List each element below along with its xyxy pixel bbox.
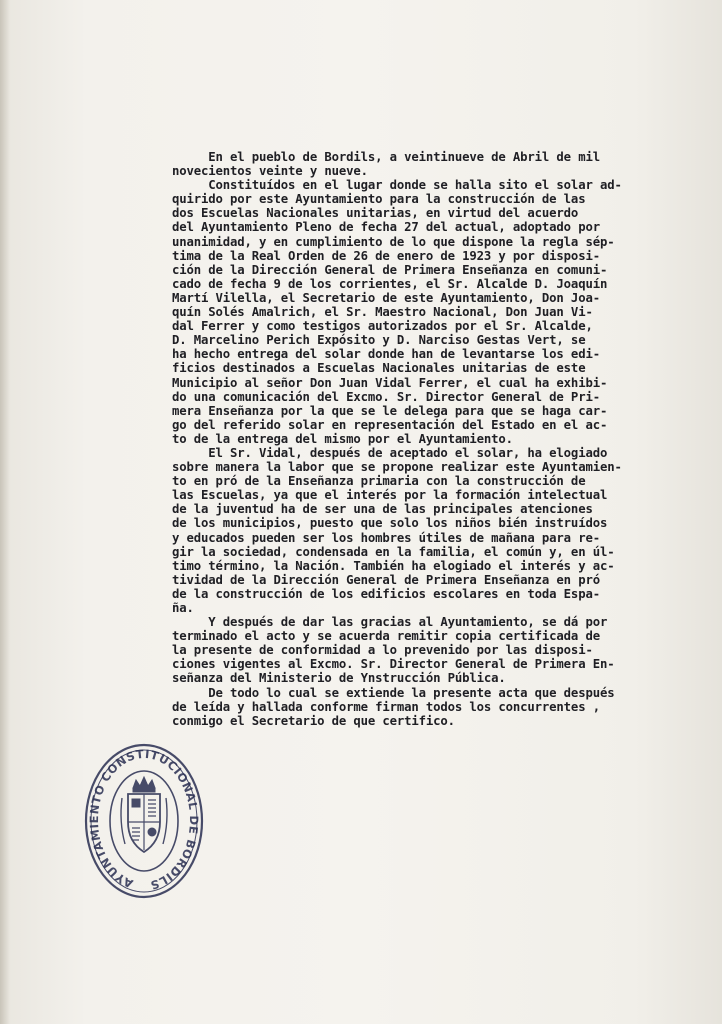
document-line: Martí Vilella, el Secretario de este Ayuntamiento, Don Joa- <box>172 290 600 305</box>
document-line: timo término, la Nación. También ha elogiado el interés y ac- <box>172 558 615 573</box>
document-line: de la construcción de los edificios escolares en toda Espa- <box>172 586 600 601</box>
document-line: ficios destinados a Escuelas Nacionales unitarias de este <box>172 361 586 376</box>
document-line: Constituídos en el lugar donde se halla sito el solar ad- <box>172 178 622 193</box>
document-line: la presente de conformidad a lo prevenido por las disposi- <box>172 643 593 658</box>
document-line: ción de la Dirección General de Primera Enseñanza en comuni- <box>172 262 608 277</box>
document-line: to de la entrega del mismo por el Ayuntamiento. <box>172 431 513 446</box>
document-line: ña. <box>172 601 194 615</box>
document-line: dal Ferrer y como testigos autorizados por el Sr. Alcalde, <box>172 319 593 334</box>
document-line: to en pró de la Enseñanza primaria con la construcción de <box>172 474 586 489</box>
document-line: terminado el acto y se acuerda remitir copia certificada de <box>172 629 600 644</box>
document-line: ciones vigentes al Excmo. Sr. Director General de Primera En- <box>172 657 615 672</box>
document-line: del Ayuntamiento Pleno de fecha 27 del actual, adoptado por <box>172 220 600 235</box>
document-line: y educados pueden ser los hombres útiles de mañana para re- <box>172 530 600 545</box>
document-body <box>172 150 702 728</box>
document-line: quín Solés Amalrich, el Sr. Maestro Nacional, Don Juan Vi- <box>172 305 593 320</box>
document-line: go del referido solar en representación del Estado en el ac- <box>172 417 608 432</box>
document-line: cado de fecha 9 de los corrientes, el Sr. Alcalde D. Joaquín <box>172 276 608 291</box>
document-line: novecientos veinte y nueve. <box>172 164 368 179</box>
document-line: D. Marcelino Perich Expósito y D. Narciso Gestas Vert, se <box>172 333 586 348</box>
document-line: de leída y hallada conforme firman todos los concurrentes , <box>172 699 600 714</box>
municipal-seal-stamp <box>83 742 205 900</box>
document-line: El Sr. Vidal, después de aceptado el solar, ha elogiado <box>172 445 608 460</box>
document-line: mera Enseñanza por la que se le delega para que se haga car- <box>172 403 608 418</box>
seal-icon <box>83 742 205 900</box>
document-line: de los municipios, puesto que solo los niños bién instruídos <box>172 516 608 531</box>
document-line: las Escuelas, ya que el interés por la formación intelectual <box>172 488 608 503</box>
document-line: Y después de dar las gracias al Ayuntamiento, se dá por <box>172 615 608 630</box>
document-line: de la juventud ha de ser una de las principales atenciones <box>172 502 593 517</box>
document-line: conmigo el Secretario de que certifico. <box>172 713 455 728</box>
document-line: gir la sociedad, condensada en la familia, el común y, en úl- <box>172 544 615 559</box>
document-line: dos Escuelas Nacionales unitarias, en virtud del acuerdo <box>172 206 579 221</box>
page-edge-shadow <box>0 0 10 1024</box>
document-line: señanza del Ministerio de Ynstrucción Pública. <box>172 671 506 686</box>
document-line: tima de la Real Orden de 26 de enero de 1923 y por disposi- <box>172 248 600 263</box>
document-line: En el pueblo de Bordils, a veintinueve de Abril de mil <box>172 150 600 164</box>
document-line: tividad de la Dirección General de Primera Enseñanza en pró <box>172 572 600 587</box>
document-line: ha hecho entrega del solar donde han de levantarse los edi- <box>172 347 600 362</box>
document-line: do una comunicación del Excmo. Sr. Director General de Pri- <box>172 389 600 404</box>
document-line: unanimidad, y en cumplimiento de lo que dispone la regla sép- <box>172 234 615 249</box>
document-line: Municipio al señor Don Juan Vidal Ferrer, el cual ha exhibi- <box>172 375 608 390</box>
document-line: quirido por este Ayuntamiento para la construcción de las <box>172 192 586 207</box>
document-line: sobre manera la labor que se propone realizar este Ayuntamien- <box>172 460 622 475</box>
seal-text: AYUNTAMIENTO CONSTITUCIONAL DE BORDILS <box>86 746 202 893</box>
document-line: De todo lo cual se extiende la presente acta que después <box>172 685 615 700</box>
